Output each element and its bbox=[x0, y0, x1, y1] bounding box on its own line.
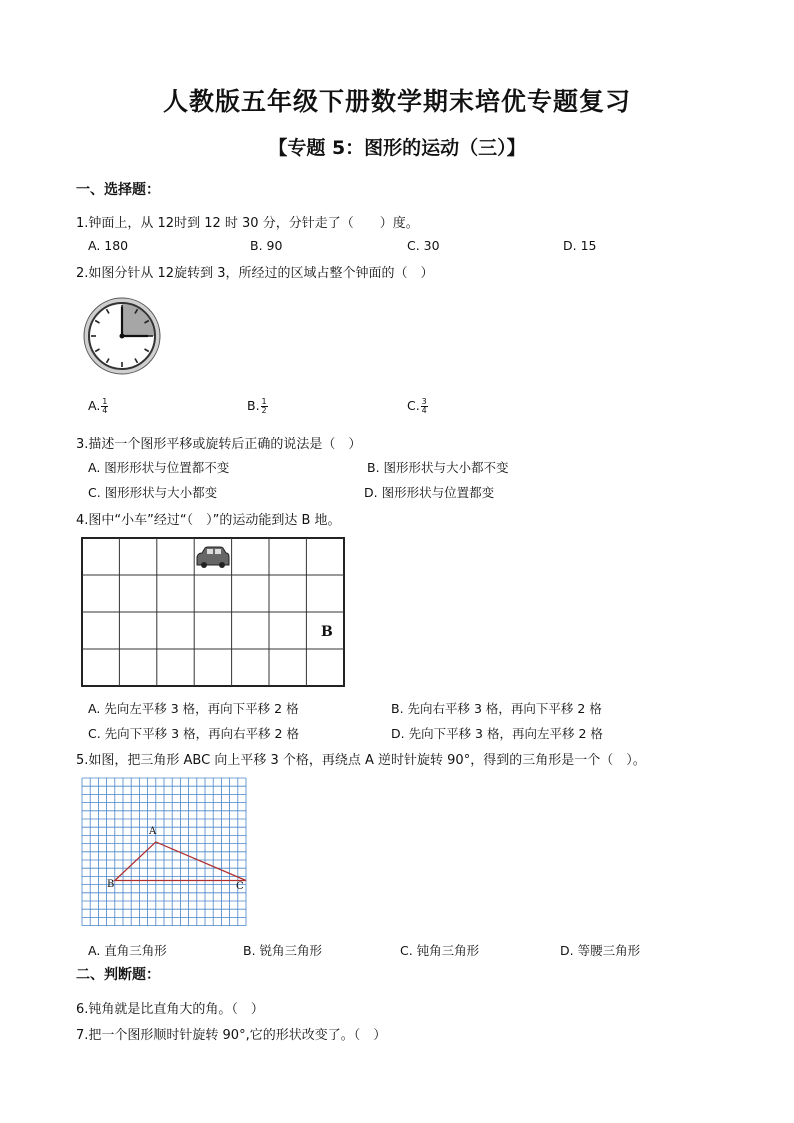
q1-option-d: D. 15 bbox=[563, 238, 597, 253]
page-title: 人教版五年级下册数学期末培优专题复习 bbox=[162, 87, 631, 116]
q1-option-b: B. 90 bbox=[250, 238, 283, 253]
q3-option-a: A. 图形形状与位置都不变 bbox=[88, 460, 230, 475]
q2-option-b: B. $\frac{1}{2}$ bbox=[247, 397, 267, 415]
question-3: 3.描述一个图形平移或旋转后正确的说法是（ ） bbox=[76, 437, 362, 452]
section-judge-heading: 二、判断题： bbox=[76, 967, 160, 983]
section-choice-heading: 一、选择题： bbox=[76, 182, 160, 198]
vertex-c-label: C bbox=[236, 881, 244, 892]
q5-option-d: D. 等腰三角形 bbox=[560, 943, 641, 958]
q4-option-a: A. 先向左平移 3 格，再向下平移 2 格 bbox=[88, 701, 299, 716]
question-5: 5.如图，把三角形 ABC 向上平移 3 个格，再绕点 A 逆时针旋转 90°，得到的三角形是一个（ ）。 bbox=[76, 753, 646, 768]
q1-option-c: C. 30 bbox=[407, 238, 440, 253]
page-subtitle: 【专题 5：图形的运动（三）】 bbox=[268, 137, 526, 159]
q3-option-c: C. 图形形状与大小都变 bbox=[88, 485, 218, 500]
q5-option-b: B. 锐角三角形 bbox=[243, 943, 323, 958]
question-7: 7.把一个图形顺时针旋转 90°,它的形状改变了。（ ） bbox=[76, 1028, 387, 1043]
q2-option-a: A. $\frac{1}{4}$ bbox=[88, 397, 108, 415]
q5-option-c: C. 钝角三角形 bbox=[400, 943, 480, 958]
question-2: 2.如图分针从 12旋转到 3，所经过的区域占整个钟面的（ ） bbox=[76, 266, 434, 281]
question-1: 1.钟面上，从 12时到 12 时 30 分，分针走了（ ）度。 bbox=[76, 216, 419, 231]
q5-option-a: A. 直角三角形 bbox=[88, 943, 167, 958]
q3-option-d: D. 图形形状与位置都变 bbox=[364, 485, 495, 500]
car-grid-figure bbox=[80, 536, 347, 688]
question-4: 4.图中“小车”经过“（ ）”的运动能到达 B 地。 bbox=[76, 513, 341, 528]
q4-option-d: D. 先向下平移 3 格，再向左平移 2 格 bbox=[391, 726, 603, 741]
q3-option-b: B. 图形形状与大小都不变 bbox=[367, 460, 509, 475]
q4-option-c: C. 先向下平移 3 格，再向右平移 2 格 bbox=[88, 726, 299, 741]
q1-option-a: A. 180 bbox=[88, 238, 129, 253]
vertex-a-label: A bbox=[149, 826, 157, 837]
triangle-grid-figure bbox=[80, 776, 248, 930]
vertex-b-label: B bbox=[107, 879, 115, 890]
q2-option-c: C. $\frac{3}{4}$ bbox=[407, 397, 427, 415]
q4-option-b: B. 先向右平移 3 格，再向下平移 2 格 bbox=[391, 701, 602, 716]
grid-point-b-label: B bbox=[321, 624, 333, 640]
question-6: 6.钝角就是比直角大的角。（ ） bbox=[76, 1002, 264, 1017]
clock-figure bbox=[82, 296, 162, 376]
